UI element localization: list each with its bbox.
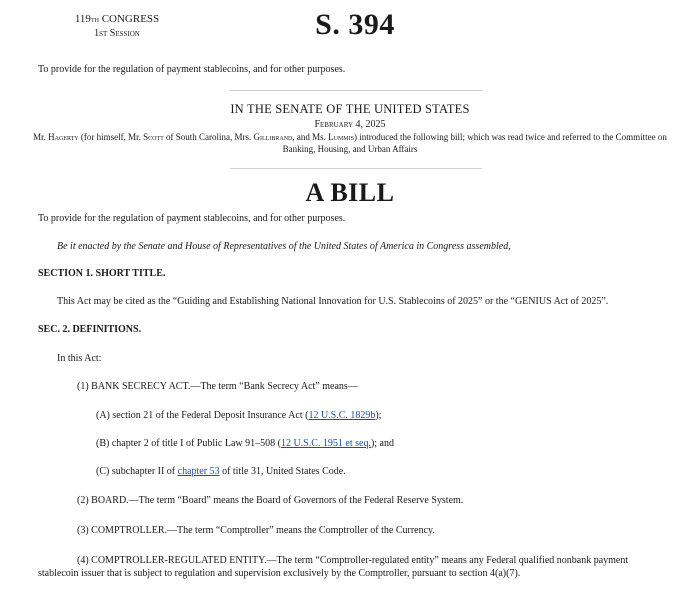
- definition-comptroller: (3) COMPTROLLER.—The term “Comptroller” means the Comptroller of the Currency.: [77, 525, 435, 536]
- sponsor-scott: Scott: [143, 132, 164, 142]
- congress-session-block: [62, 12, 172, 41]
- senate-title: IN THE SENATE OF THE UNITED STATES: [230, 102, 470, 116]
- citation-link-12usc1829b[interactable]: 12 U.S.C. 1829b: [308, 410, 376, 421]
- enacting-clause: Be it enacted by the Senate and House of Representatives of the United States of America in Congress assembled,: [57, 241, 511, 252]
- sponsor-introduction: Mr. Hagerty (for himself, Mr. Scott of South Carolina, Mrs. Gillibrand, and Ms. Lummis) introduced the following bill; which was read twice and referred to the Committee on Banking, Housing, and Urban Affairs: [33, 132, 667, 154]
- definition-1a: (A) section 21 of the Federal Deposit Insurance Act (12 U.S.C. 1829b);: [96, 410, 382, 421]
- session-label: 1st Session: [94, 28, 140, 39]
- definition-1b: (B) chapter 2 of title I of Public Law 91–508 (12 U.S.C. 1951 et seq.); and: [96, 438, 394, 449]
- sponsor-lummis: Lummis: [328, 132, 354, 142]
- section-2-heading: SEC. 2. DEFINITIONS.: [38, 324, 142, 335]
- section-1-heading: SECTION 1. SHORT TITLE.: [38, 268, 166, 279]
- definition-bank-secrecy-act: (1) BANK SECRECY ACT.—The term “Bank Secrecy Act” means—: [77, 381, 358, 392]
- divider-bottom: [230, 168, 482, 169]
- bill-number: S. 394: [315, 8, 395, 41]
- introduction-date: February 4, 2025: [314, 119, 386, 130]
- citation-link-chapter-53[interactable]: chapter 53: [177, 466, 220, 477]
- congress-number: 119th CONGRESS: [74, 13, 160, 25]
- sponsor-hagerty: Hagerty: [48, 132, 79, 142]
- purpose-summary: To provide for the regulation of payment stablecoins, and for other purposes.: [38, 64, 346, 75]
- divider-top: [230, 90, 482, 91]
- bill-title: A BILL: [305, 178, 395, 207]
- sponsor-gillibrand: Gillibrand: [253, 132, 293, 142]
- section-2-intro: In this Act:: [57, 353, 102, 364]
- definition-board: (2) BOARD.—The term “Board” means the Board of Governors of the Federal Reserve System.: [77, 495, 464, 506]
- definition-comptroller-regulated-entity: (4) COMPTROLLER-REGULATED ENTITY.—The term “Comptroller-regulated entity” means any Federal qualified nonbank payment stablecoin issuer that is subject to regulation and supervision exclusively by the Comptroller, pursuant to section 4(a)(7).: [38, 555, 629, 579]
- citation-link-12usc1951[interactable]: 12 U.S.C. 1951 et seq.: [280, 438, 371, 449]
- definition-1c: (C) subchapter II of chapter 53 of title 31, United States Code.: [96, 466, 346, 477]
- bill-purpose: To provide for the regulation of payment stablecoins, and for other purposes.: [38, 213, 346, 224]
- section-1-text: This Act may be cited as the “Guiding and Establishing National Innovation for U.S. Stablecoins of 2025” or the “GENIUS Act of 2025”.: [57, 296, 609, 307]
